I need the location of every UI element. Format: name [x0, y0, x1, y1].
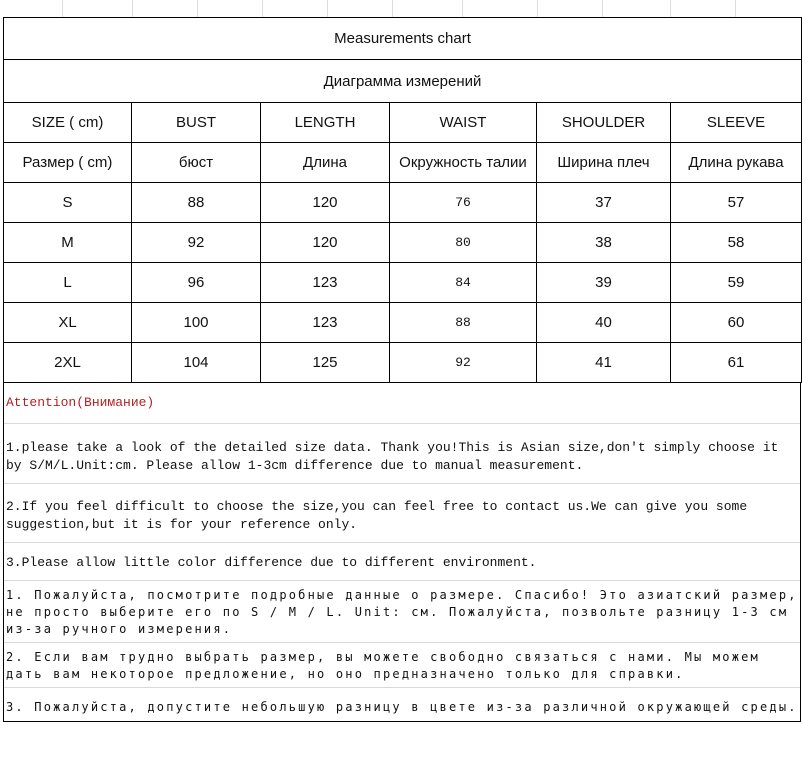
header-length: LENGTH	[261, 103, 390, 143]
length-cell: 125	[261, 343, 390, 383]
header-shoulder-ru: Ширина плеч	[537, 143, 671, 183]
note-en-1: 1.please take a look of the detailed size data. Thank you!This is Asian size,don't simply choose it by S/M/L.Unit:cm. Please allow 1-3cm difference due to manual measurement.	[4, 424, 800, 484]
table-row	[4, 223, 802, 263]
title-russian: Диаграмма измерений	[4, 60, 802, 103]
size-cell: L	[4, 263, 132, 303]
waist-cell: 84	[390, 263, 537, 303]
length-cell: 120	[261, 223, 390, 263]
shoulder-cell: 39	[537, 263, 671, 303]
header-row-english	[4, 103, 802, 143]
sleeve-cell: 59	[671, 263, 802, 303]
waist-cell: 88	[390, 303, 537, 343]
header-waist-ru: Окружность талии	[390, 143, 537, 183]
table-row	[4, 303, 802, 343]
size-cell: S	[4, 183, 132, 223]
shoulder-cell: 37	[537, 183, 671, 223]
bust-cell: 96	[132, 263, 261, 303]
table-row	[4, 263, 802, 303]
sleeve-cell: 61	[671, 343, 802, 383]
table-row	[4, 183, 802, 223]
shoulder-cell: 38	[537, 223, 671, 263]
note-ru-2: 2. Если вам трудно выбрать размер, вы можете свободно связаться с нами. Мы можем дать вам некоторое предложение, но оно предназначено только для справки.	[4, 643, 800, 688]
bust-cell: 100	[132, 303, 261, 343]
header-bust: BUST	[132, 103, 261, 143]
waist-cell: 76	[390, 183, 537, 223]
table-row	[4, 343, 802, 383]
header-waist: WAIST	[390, 103, 537, 143]
size-cell: XL	[4, 303, 132, 343]
shoulder-cell: 41	[537, 343, 671, 383]
note-ru-3: 3. Пожалуйста, допустите небольшую разницу в цвете из-за различной окружающей среды.	[6, 700, 798, 714]
waist-cell: 80	[390, 223, 537, 263]
header-size: SIZE ( cm)	[4, 103, 132, 143]
bust-cell: 92	[132, 223, 261, 263]
header-length-ru: Длина	[261, 143, 390, 183]
notes-section	[3, 383, 801, 722]
measurements-table	[3, 17, 802, 383]
header-size-ru: Размер ( cm)	[4, 143, 132, 183]
size-chart-document	[3, 17, 801, 722]
header-sleeve-ru: Длина рукава	[671, 143, 802, 183]
note-ru-1: 1. Пожалуйста, посмотрите подробные данные о размере. Спасибо! Это азиатский размер, не просто выберите его по S / M / L. Unit: см. Пожалуйста, позвольте разницу 1-3 см из-за ручного измерения.	[4, 581, 800, 643]
shoulder-cell: 40	[537, 303, 671, 343]
top-grid-lines	[0, 0, 802, 17]
length-cell: 120	[261, 183, 390, 223]
header-row-russian	[4, 143, 802, 183]
attention-heading: Attention(Внимание)	[4, 383, 800, 424]
sleeve-cell: 57	[671, 183, 802, 223]
header-shoulder: SHOULDER	[537, 103, 671, 143]
note-en-2: 2.If you feel difficult to choose the size,you can feel free to contact us.We can give you some suggestion,but it is for your reference only.	[4, 484, 800, 543]
bust-cell: 88	[132, 183, 261, 223]
sleeve-cell: 60	[671, 303, 802, 343]
size-cell: 2XL	[4, 343, 132, 383]
waist-cell: 92	[390, 343, 537, 383]
length-cell: 123	[261, 303, 390, 343]
note-en-3: 3.Please allow little color difference due to different environment.	[4, 543, 800, 581]
size-cell: M	[4, 223, 132, 263]
header-bust-ru: бюст	[132, 143, 261, 183]
sleeve-cell: 58	[671, 223, 802, 263]
title-english: Measurements chart	[4, 18, 802, 60]
bust-cell: 104	[132, 343, 261, 383]
header-sleeve: SLEEVE	[671, 103, 802, 143]
length-cell: 123	[261, 263, 390, 303]
